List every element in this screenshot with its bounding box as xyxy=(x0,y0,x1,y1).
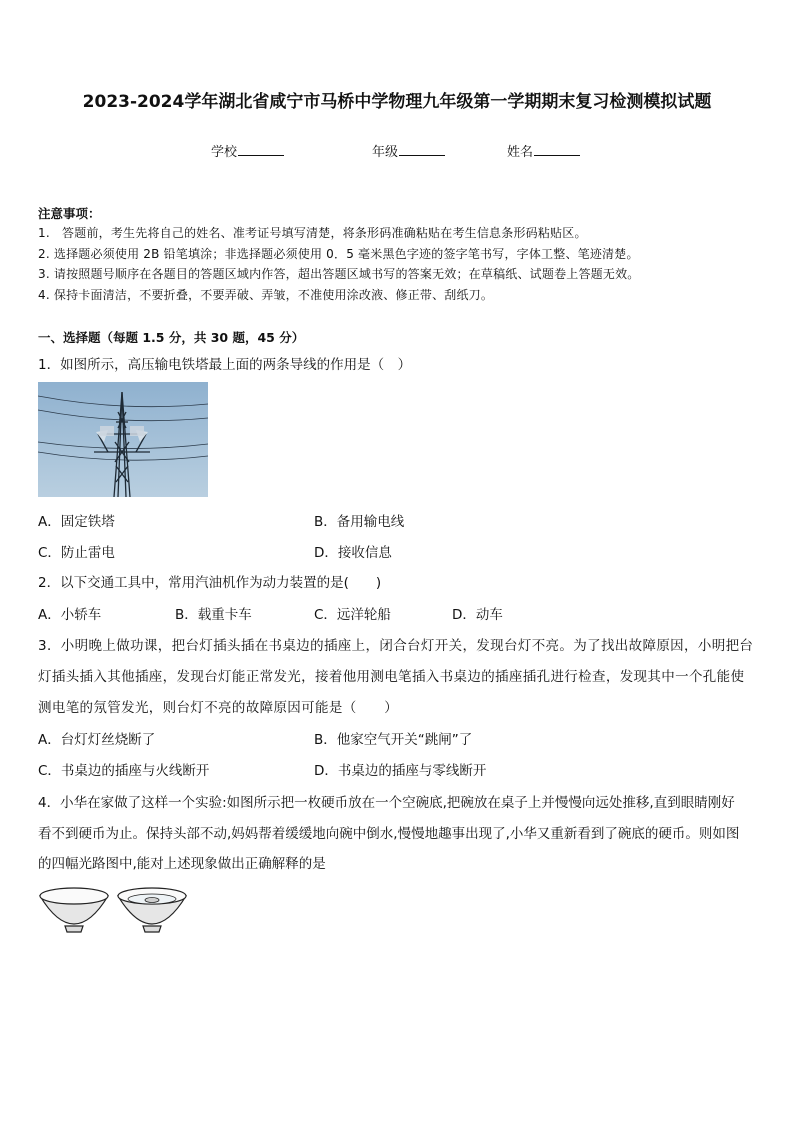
question-2-stem: 2．以下交通工具中，常用汽油机作为动力装置的是( ) xyxy=(38,575,382,591)
question-4-line: 的四幅光路图中,能对上述现象做出正确解释的是 xyxy=(38,856,326,872)
bowl-empty xyxy=(40,888,108,932)
section-heading: 一、选择题（每题 1.5 分，共 30 题，45 分） xyxy=(38,330,305,345)
question-4-line: 4．小华在家做了这样一个实验:如图所示把一枚硬币放在一个空碗底,把碗放在桌子上并慢慢向远处推移,直到眼睛刚好 xyxy=(38,795,735,811)
q1-option-d: D．接收信息 xyxy=(314,545,392,561)
note-item: 1. 答题前，考生先将自己的姓名、准考证号填写清楚，将条形码准确粘贴在考生信息条形码粘贴区。 xyxy=(38,226,587,240)
q1-option-a: A．固定铁塔 xyxy=(38,514,115,530)
question-3-line: 灯插头插入其他插座，发现台灯能正常发光，接着他用测电笔插入书桌边的插座插孔进行检查，发现其中一个孔能使 xyxy=(38,669,745,685)
transmission-tower-photo xyxy=(38,382,208,497)
name-label: 姓名 xyxy=(507,145,534,160)
question-3-line: 3．小明晚上做功课，把台灯插头插在书桌边的插座上，闭合台灯开关，发现台灯不亮。为了找出故障原因，小明把台 xyxy=(38,638,754,654)
bowl-illustration xyxy=(38,882,213,934)
q2-option-a: A．小轿车 xyxy=(38,607,102,623)
q1-option-c: C．防止雷电 xyxy=(38,545,115,561)
school-blank xyxy=(238,143,284,156)
grade-field xyxy=(372,141,445,160)
note-item: 3. 请按照题号顺序在各题目的答题区域内作答，超出答题区域书写的答案无效；在草稿纸、试题卷上答题无效。 xyxy=(38,267,640,281)
q1-option-b: B．备用输电线 xyxy=(314,514,405,530)
q3-option-b: B．他家空气开关“跳闸”了 xyxy=(314,732,473,748)
q2-option-c: C．远洋轮船 xyxy=(314,607,391,623)
q2-option-b: B．载重卡车 xyxy=(175,607,252,623)
name-blank xyxy=(534,143,580,156)
grade-label: 年级 xyxy=(372,145,399,160)
question-1-stem: 1．如图所示，高压输电铁塔最上面的两条导线的作用是（ ） xyxy=(38,357,412,373)
bowl-with-water xyxy=(118,888,186,932)
note-item: 4. 保持卡面清洁，不要折叠，不要弄破、弄皱，不准使用涂改液、修正带、刮纸刀。 xyxy=(38,288,494,302)
q3-option-c: C．书桌边的插座与火线断开 xyxy=(38,763,210,779)
q3-option-d: D．书桌边的插座与零线断开 xyxy=(314,763,487,779)
notes-heading: 注意事项： xyxy=(38,206,101,221)
school-field xyxy=(211,141,284,160)
question-3-line: 测电笔的氖管发光，则台灯不亮的故障原因可能是（ ） xyxy=(38,700,399,716)
school-label: 学校 xyxy=(211,145,238,160)
note-item: 2. 选择题必须使用 2B 铅笔填涂；非选择题必须使用 0．5 毫米黑色字迹的签字笔书写，字体工整、笔迹清楚。 xyxy=(38,247,639,261)
exam-title: 2023-2024学年湖北省咸宁市马桥中学物理九年级第一学期期末复习检测模拟试题 xyxy=(82,92,712,112)
question-4-line: 看不到硬币为止。保持头部不动,妈妈帮着缓缓地向碗中倒水,慢慢地趣事出现了,小华又重新看到了碗底的硬币。则如图 xyxy=(38,826,740,842)
q2-option-d: D．动车 xyxy=(452,607,503,623)
grade-blank xyxy=(399,143,445,156)
name-field xyxy=(507,141,580,160)
q3-option-a: A．台灯灯丝烧断了 xyxy=(38,732,156,748)
